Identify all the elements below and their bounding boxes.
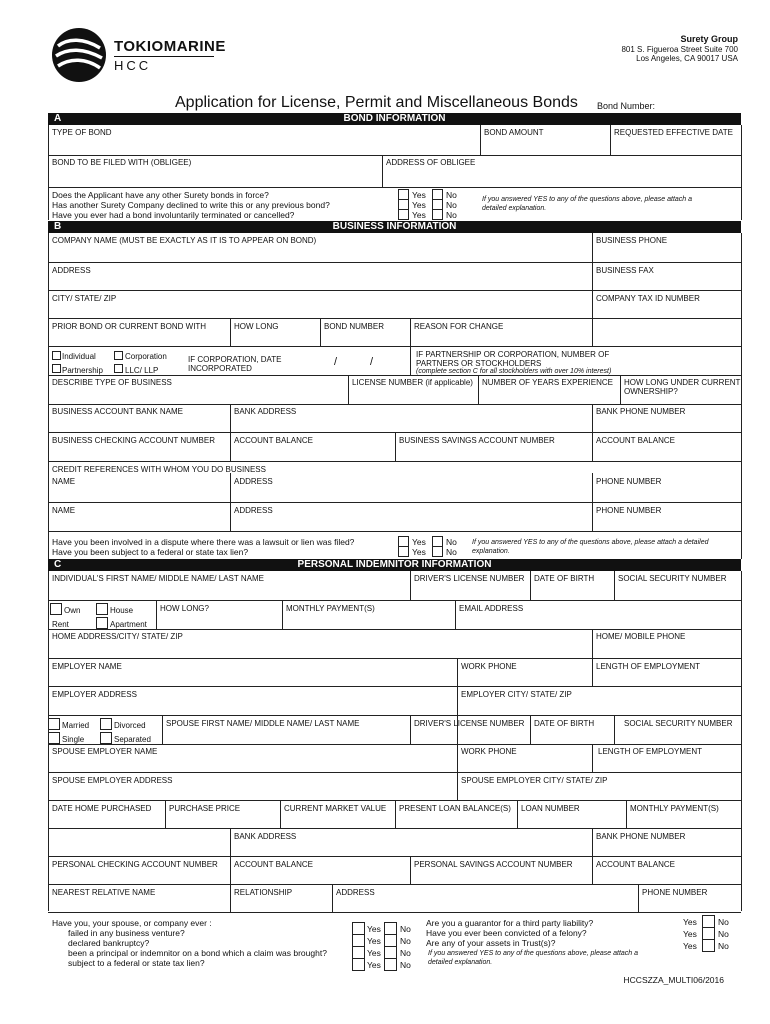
section-letter: A [54,113,62,124]
loan-balance-field[interactable]: PRESENT LOAN BALANCE(S) [399,804,511,813]
corporation-checkbox[interactable] [114,351,123,360]
section-title: BUSINESS INFORMATION [332,221,457,232]
ref-address-field[interactable]: ADDRESS [234,477,273,486]
single-label: Single [62,735,85,744]
nearest-relative-field[interactable]: NEAREST RELATIVE NAME [52,888,156,897]
license-number-field[interactable]: LICENSE NUMBER (if applicable) [352,378,473,387]
explanation-note: detailed explanation. [482,205,547,212]
home-phone-field[interactable]: HOME/ MOBILE PHONE [596,632,686,641]
question-claim: been a principal or indemnitor on a bond which a claim was brought? [68,948,327,958]
spouse-employer-field[interactable]: SPOUSE EMPLOYER NAME [52,747,158,756]
yes-checkbox[interactable] [702,939,715,952]
section-letter: B [54,221,62,232]
yes-label: Yes [412,547,426,557]
business-phone-field[interactable]: BUSINESS PHONE [596,236,668,245]
spouse-dl-field[interactable]: DRIVER'S LICENSE NUMBER [414,719,525,728]
question-other-bonds: Does the Applicant have any other Surety bonds in force? [52,190,269,200]
employer-city-field[interactable]: EMPLOYER CITY/ STATE/ ZIP [461,690,572,699]
spouse-length-field[interactable]: LENGTH OF EMPLOYMENT [598,747,703,756]
page-title: Application for License, Permit and Miscellaneous Bonds [175,94,578,111]
date-of-birth-field[interactable]: DATE OF BIRTH [534,574,595,583]
spouse-employer-address-field[interactable]: SPOUSE EMPLOYER ADDRESS [52,776,173,785]
loan-number-field[interactable]: LOAN NUMBER [521,804,580,813]
yes-label: Yes [683,929,697,939]
bank-address-field[interactable]: BANK ADDRESS [234,832,297,841]
yes-label: Yes [367,948,381,958]
date-slash: / [334,356,338,368]
yes-label: Yes [367,960,381,970]
no-label: No [446,210,457,220]
no-label: No [400,948,411,958]
monthly-payments-field[interactable]: MONTHLY PAYMENT(S) [630,804,719,813]
yes-label: Yes [367,936,381,946]
work-phone-field[interactable]: WORK PHONE [461,662,517,671]
question-intro: Have you, your spouse, or company ever : [52,918,212,928]
section-title: BOND INFORMATION [343,113,446,124]
years-experience-field[interactable]: NUMBER OF YEARS EXPERIENCE [482,378,613,387]
spouse-ssn-field[interactable]: SOCIAL SECURITY NUMBER [624,719,733,728]
no-label: No [446,190,457,200]
type-of-bond-field[interactable]: TYPE OF BOND [52,128,112,137]
ref-phone-field[interactable]: PHONE NUMBER [596,477,662,486]
no-label: No [446,537,457,547]
obligee-field[interactable]: BOND TO BE FILED WITH (OBLIGEE) [52,158,192,167]
ownership-field[interactable]: HOW LONG UNDER CURRENT [624,378,741,387]
no-checkbox[interactable] [432,546,443,557]
personal-savings-field[interactable]: PERSONAL SAVINGS ACCOUNT NUMBER [414,860,573,869]
no-label: No [718,917,729,927]
no-label: No [400,924,411,934]
llc-checkbox[interactable] [114,364,123,373]
section-title: PERSONAL INDEMNITOR INFORMATION [297,559,492,570]
business-fax-field[interactable]: BUSINESS FAX [596,266,654,275]
divorced-checkbox[interactable] [100,718,112,730]
bond-number-field[interactable]: BOND NUMBER [324,322,385,331]
ref-phone-field[interactable]: PHONE NUMBER [596,506,662,515]
relationship-field[interactable]: RELATIONSHIP [234,888,293,897]
yes-label: Yes [412,210,426,220]
savings-field[interactable]: BUSINESS SAVINGS ACCOUNT NUMBER [399,436,555,445]
home-address-field[interactable]: HOME ADDRESS/CITY/ STATE/ ZIP [52,632,183,641]
credit-references-heading: CREDIT REFERENCES WITH WHOM YOU DO BUSINESS [52,465,266,474]
inc-date-label: INCORPORATED [188,364,252,373]
single-checkbox[interactable] [48,732,60,744]
city-state-zip-field[interactable]: CITY/ STATE/ ZIP [52,294,117,303]
requested-effective-date-field[interactable]: REQUESTED EFFECTIVE DATE [614,128,733,137]
no-checkbox[interactable] [384,958,397,971]
prior-bond-field[interactable]: PRIOR BOND OR CURRENT BOND WITH [52,322,207,331]
company-logo [50,26,230,86]
account-balance-field[interactable]: ACCOUNT BALANCE [234,436,313,445]
corporation-label: Corporation [125,352,167,361]
obligee-address-field[interactable]: ADDRESS OF OBLIGEE [386,158,476,167]
purchase-price-field[interactable]: PURCHASE PRICE [169,804,241,813]
spouse-name-field[interactable]: SPOUSE FIRST NAME/ MIDDLE NAME/ LAST NAME [166,719,360,728]
rent-checkbox[interactable] [96,617,108,629]
spouse-work-phone-field[interactable]: WORK PHONE [461,747,517,756]
explanation-note: If you answered YES to any of the questions above, please attach a [482,196,693,203]
question-bankruptcy: declared bankruptcy? [68,938,150,948]
checking-field[interactable]: BUSINESS CHECKING ACCOUNT NUMBER [52,436,215,445]
individual-checkbox[interactable] [52,351,61,360]
date-home-purchased-field[interactable]: DATE HOME PURCHASED [52,804,152,813]
house-label: House [110,606,134,615]
no-label: No [446,547,457,557]
ssn-field[interactable]: SOCIAL SECURITY NUMBER [618,574,727,583]
company-address-1: 801 S. Figueroa Street Suite 700 [621,45,738,54]
spouse-dob-field[interactable]: DATE OF BIRTH [534,719,595,728]
section-b-bar [48,221,741,233]
partners-label: IF PARTNERSHIP OR CORPORATION, NUMBER OF [416,350,610,359]
personal-checking-field[interactable]: PERSONAL CHECKING ACCOUNT NUMBER [52,860,218,869]
bond-number-label: Bond Number: [597,101,656,111]
length-employment-field[interactable]: LENGTH OF EMPLOYMENT [596,662,701,671]
email-field[interactable]: EMAIL ADDRESS [459,604,524,613]
company-address-2: Los Angeles, CA 90017 USA [636,54,738,63]
yes-checkbox[interactable] [398,546,409,557]
divorced-label: Divorced [114,721,146,730]
form-code: HCCSZZA_MULTI06/2016 [623,975,724,985]
logo-rule [114,56,214,57]
relative-phone-field[interactable]: PHONE NUMBER [642,888,708,897]
account-balance-field[interactable]: ACCOUNT BALANCE [596,436,675,445]
inc-date-label: IF CORPORATION, DATE [188,355,282,364]
question-failed-venture: failed in any business venture? [68,928,185,938]
question-felony: Have you ever been convicted of a felony? [426,928,587,938]
yes-label: Yes [367,924,381,934]
yes-label: Yes [683,917,697,927]
section-a-bar [48,113,741,125]
partners-label: PARTNERS OR STOCKHOLDERS [416,359,542,368]
yes-label: Yes [683,941,697,951]
monthly-payment-field[interactable]: MONTHLY PAYMENT(S) [286,604,375,613]
married-checkbox[interactable] [48,718,60,730]
market-value-field[interactable]: CURRENT MARKET VALUE [284,804,387,813]
partnership-checkbox[interactable] [52,364,61,373]
own-checkbox[interactable] [50,603,62,615]
individual-name-field[interactable]: INDIVIDUAL'S FIRST NAME/ MIDDLE NAME/ LAST NAME [52,574,264,583]
rent-label: Rent [52,620,69,629]
partners-note: (complete section C for all stockholders with over 10% interest) [416,368,612,375]
explanation-note: explanation. [472,548,510,555]
spouse-employer-city-field[interactable]: SPOUSE EMPLOYER CITY/ STATE/ ZIP [461,776,608,785]
address-field[interactable]: ADDRESS [52,266,91,275]
partnership-label: Partnership [62,366,103,375]
tokio-marine-emblem [50,26,108,84]
yes-label: Yes [412,537,426,547]
company-name: Surety Group [680,34,738,44]
explanation-note: If you answered YES to any of the questions above, please attach a detailed [472,539,709,546]
question-declined: Has another Surety Company declined to write this or any previous bond? [52,200,330,210]
bank-name-field[interactable]: BUSINESS ACCOUNT BANK NAME [52,407,183,416]
tax-id-field[interactable]: COMPANY TAX ID NUMBER [596,294,700,303]
employer-address-field[interactable]: EMPLOYER ADDRESS [52,690,137,699]
describe-business-field[interactable]: DESCRIBE TYPE OF BUSINESS [52,378,172,387]
yes-checkbox[interactable] [398,209,409,220]
no-label: No [718,941,729,951]
how-long-field[interactable]: HOW LONG [234,322,279,331]
own-label: Own [64,606,81,615]
no-checkbox[interactable] [432,209,443,220]
question-tax-lien: Have you been subject to a federal or state tax lien? [52,547,249,557]
explanation-note: If you answered YES to any of the questions above, please attach a [428,950,639,957]
date-slash: / [370,356,374,368]
yes-checkbox[interactable] [352,958,365,971]
individual-label: Individual [62,352,96,361]
no-label: No [718,929,729,939]
company-name-field[interactable]: COMPANY NAME (MUST BE EXACTLY AS IT IS TO APPEAR ON BOND) [52,236,317,245]
logo-wordmark: TOKIOMARINE [114,38,226,55]
no-label: No [400,936,411,946]
question-trust: Are any of your assets in Trust(s)? [426,938,556,948]
employer-name-field[interactable]: EMPLOYER NAME [52,662,122,671]
bank-phone-field[interactable]: BANK PHONE NUMBER [596,407,686,416]
account-balance-field[interactable]: ACCOUNT BALANCE [234,860,313,869]
explanation-note: detailed explanation. [428,959,493,966]
logo-hcc: HCC [114,58,152,73]
llc-label: LLC/ LLP [125,366,159,375]
bank-phone-field[interactable]: BANK PHONE NUMBER [596,832,686,841]
separated-checkbox[interactable] [100,732,112,744]
how-long-field[interactable]: HOW LONG? [160,604,209,613]
section-letter: C [54,559,62,570]
ref-address-field[interactable]: ADDRESS [234,506,273,515]
section-c-bar [48,559,741,571]
no-label: No [446,200,457,210]
question-tax-lien: subject to a federal or state tax lien? [68,958,205,968]
house-checkbox[interactable] [96,603,108,615]
drivers-license-field[interactable]: DRIVER'S LICENSE NUMBER [414,574,525,583]
no-label: No [400,960,411,970]
yes-label: Yes [412,200,426,210]
ref-name-field[interactable]: NAME [52,506,76,515]
question-terminated: Have you ever had a bond involuntarily terminated or cancelled? [52,210,295,220]
separated-label: Separated [114,735,151,744]
apartment-label: Apartment [110,620,147,629]
ref-name-field[interactable]: NAME [52,477,76,486]
bond-amount-field[interactable]: BOND AMOUNT [484,128,544,137]
married-label: Married [62,721,90,730]
relative-address-field[interactable]: ADDRESS [336,888,375,897]
yes-label: Yes [412,190,426,200]
account-balance-field[interactable]: ACCOUNT BALANCE [596,860,675,869]
bank-address-field[interactable]: BANK ADDRESS [234,407,297,416]
reason-field[interactable]: REASON FOR CHANGE [414,322,504,331]
question-lawsuit: Have you been involved in a dispute where there was a lawsuit or lien was filed? [52,537,355,547]
ownership-field: OWNERSHIP? [624,387,678,396]
question-guarantor: Are you a guarantor for a third party liability? [426,918,594,928]
